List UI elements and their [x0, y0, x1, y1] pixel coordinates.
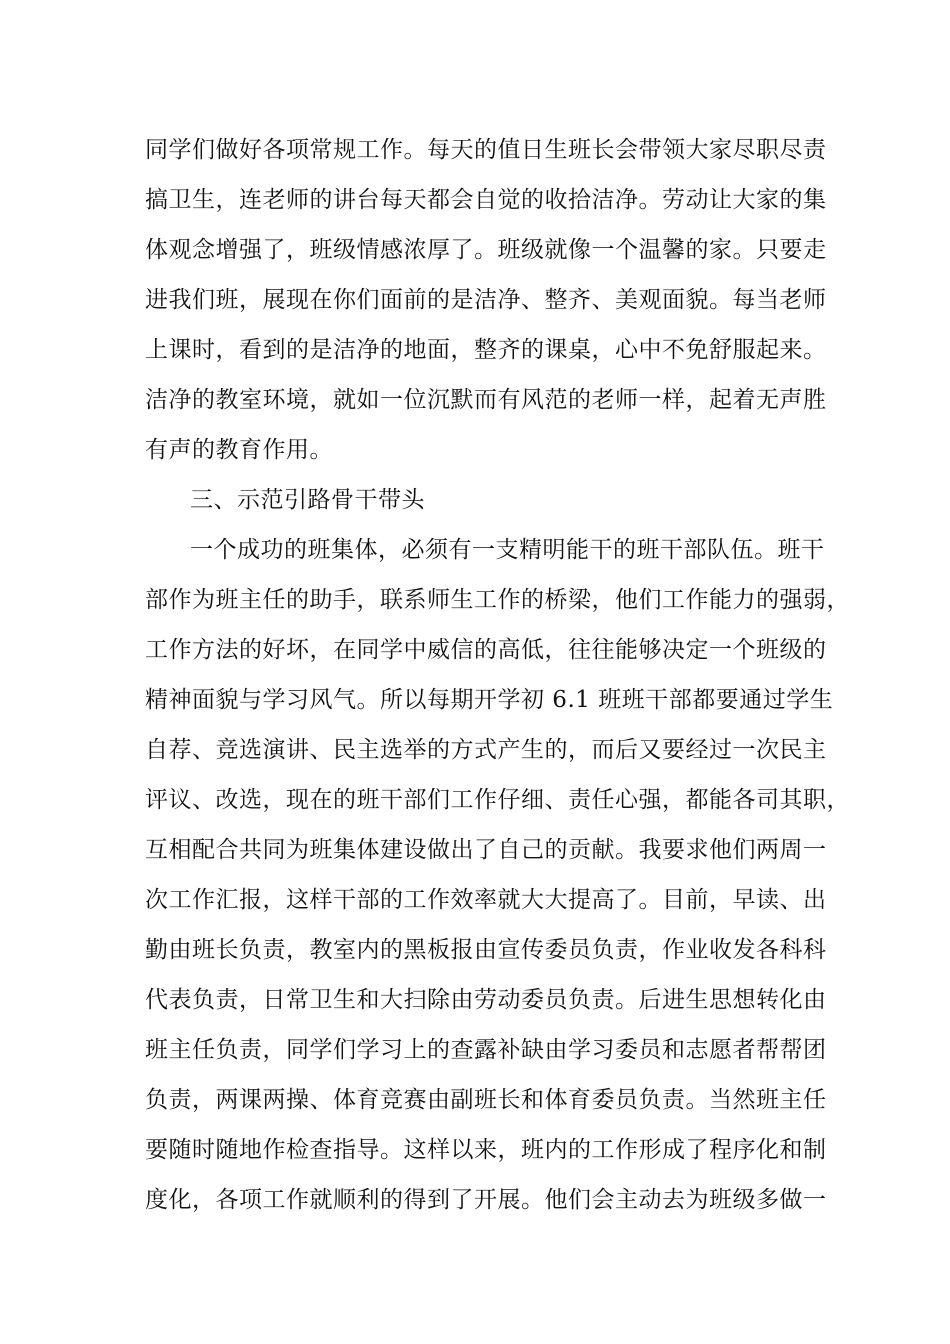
- text-line-7: 有声的教育作用。: [145, 437, 333, 463]
- text-line-4: 进我们班，展现在你们面前的是洁净、整齐、美观面貌。每当老师: [145, 287, 827, 313]
- text-line-5: 上课时，看到的是洁净的地面，整齐的课桌，心中不免舒服起来。: [145, 337, 827, 363]
- text-line-3: 体观念增强了，班级情感浓厚了。班级就像一个温馨的家。只要走: [145, 237, 827, 263]
- text-line-16: 次工作汇报，这样干部的工作效率就大大提高了。目前，早读、出: [145, 887, 827, 913]
- text-line-13: 自荐、竞选演讲、民主选举的方式产生的，而后又要经过一次民主: [145, 737, 827, 763]
- section-heading: 三、示范引路骨干带头: [190, 487, 425, 513]
- text-line-21: 要随时随地作检查指导。这样以来，班内的工作形成了程序化和制: [145, 1137, 827, 1163]
- text-line-18: 代表负责，日常卫生和大扫除由劳动委员负责。后进生思想转化由: [145, 987, 827, 1013]
- text-line-1: 同学们做好各项常规工作。每天的值日生班长会带领大家尽职尽责: [145, 137, 827, 163]
- text-line-9: 一个成功的班集体，必须有一支精明能干的班干部队伍。班干: [190, 537, 825, 563]
- text-line-20: 负责，两课两操、体育竞赛由副班长和体育委员负责。当然班主任: [145, 1087, 827, 1113]
- text-line-15: 互相配合共同为班集体建设做出了自己的贡献。我要求他们两周一: [145, 837, 827, 863]
- text-line-10: 部作为班主任的助手，联系师生工作的桥梁，他们工作能力的强弱，: [145, 587, 850, 613]
- text-line-19: 班主任负责，同学们学习上的查露补缺由学习委员和志愿者帮帮团: [145, 1037, 827, 1063]
- text-line-17: 勤由班长负责，教室内的黑板报由宣传委员负责，作业收发各科科: [145, 937, 827, 963]
- text-line-12: 精神面貌与学习风气。所以每期开学初 6.1 班班干部都要通过学生: [145, 687, 834, 713]
- text-line-14: 评议、改选，现在的班干部们工作仔细、责任心强，都能各司其职，: [145, 787, 850, 813]
- text-line-11: 工作方法的好坏，在同学中威信的高低，往往能够决定一个班级的: [145, 637, 827, 663]
- text-line-6: 洁净的教室环境，就如一位沉默而有风范的老师一样，起着无声胜: [145, 387, 827, 413]
- text-line-22: 度化，各项工作就顺利的得到了开展。他们会主动去为班级多做一: [145, 1187, 827, 1213]
- text-line-2: 搞卫生，连老师的讲台每天都会自觉的收拾洁净。劳动让大家的集: [145, 187, 827, 213]
